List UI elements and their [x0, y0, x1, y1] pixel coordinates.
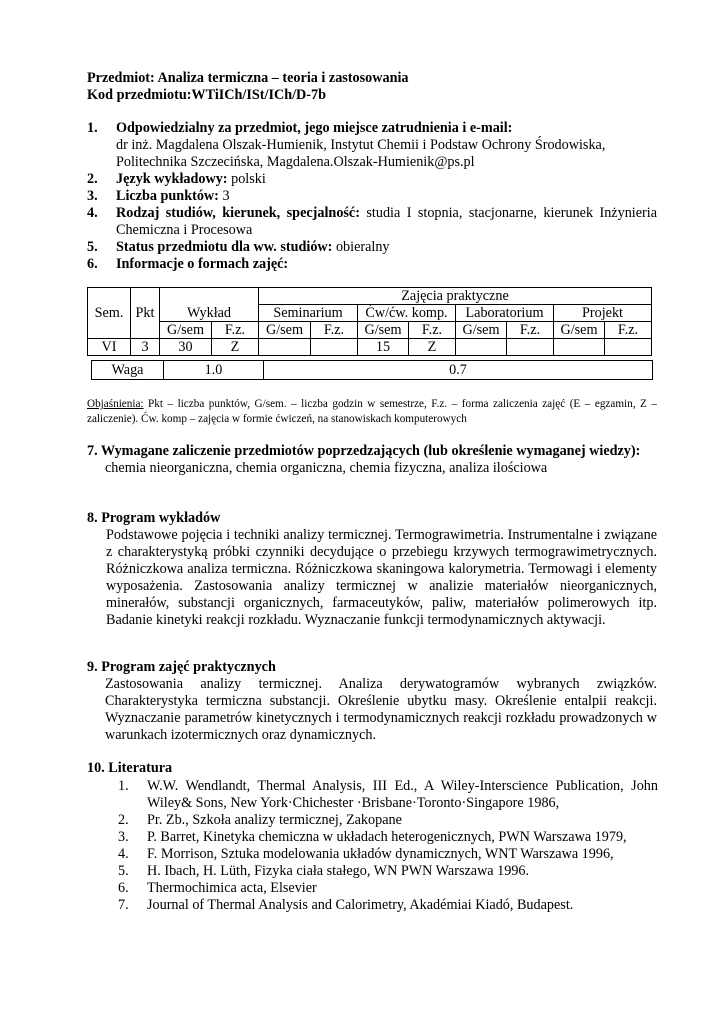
item-label: Odpowiedzialny za przedmiot, jego miejsce zatrudnienia i e-mail: [116, 120, 513, 136]
item-number: 5. [87, 239, 98, 255]
item-value: studia I stopnia, stacjonarne, kierunek Inżynieria Chemiczna i Procesowa [116, 205, 657, 238]
sub-form: F.z. [311, 322, 358, 339]
cell-project-hours [554, 339, 605, 356]
list-item [118, 846, 658, 863]
header-lecture: Wykład [160, 288, 259, 322]
list-number: 7. [118, 897, 129, 913]
item-number: 6. [87, 256, 98, 272]
section-body: Podstawowe pojęcia i techniki analizy termicznej. Termograwimetria. Instrumentalne i związane z charakterystyką próbki czynniki decydujące o przebiegu krzywych termograwimetrycznych. Różniczkowa analiza termiczna. Różniczkowa skaningowa kalorymetria. Termowagi i elementy wyposażenia. Zastosowania analizy termicznej w analizie materiałów nieorganicznych, minerałów, substancji organicznych, farmaceutyków, paliw, materiałów polimerowych itp. Badanie kinetyki reakcji rozkładu. Wyznaczanie funkcji termodynamicznych aktywacji. [106, 527, 657, 628]
section-prerequisites [87, 443, 657, 477]
literature-list [118, 778, 658, 914]
section-practical [87, 659, 657, 744]
subject-code: Kod przedmiotu:WTiICh/ISt/ICh/D-7b [87, 87, 326, 103]
header-seminar: Seminarium [259, 305, 358, 322]
item-label: Rodzaj studiów, kierunek, specjalność: [116, 205, 360, 221]
list-item [118, 880, 658, 897]
section-lectures [87, 510, 657, 629]
list-item [118, 812, 658, 829]
list-text: Thermochimica acta, Elsevier [147, 880, 317, 896]
info-item-forms [87, 256, 657, 273]
sub-hours: G/sem [456, 322, 507, 339]
header-project: Projekt [554, 305, 652, 322]
cell-project-form [605, 339, 652, 356]
info-item-status [87, 239, 657, 256]
weight-label: Waga [92, 361, 164, 380]
weight-lecture: 1.0 [164, 361, 264, 380]
list-text: Pr. Zb., Szkoła analizy termicznej, Zakopane [147, 812, 402, 828]
header-practical: Zajęcia praktyczne [259, 288, 652, 305]
subject-title: Przedmiot: Analiza termiczna – teoria i zastosowania [87, 70, 409, 86]
section-title: 10. Literatura [87, 760, 173, 776]
list-item [118, 829, 658, 846]
list-number: 3. [118, 829, 129, 845]
cell-exercises-hours: 15 [358, 339, 409, 356]
item-label: Język wykładowy: [116, 171, 228, 187]
cell-seminar-hours [259, 339, 311, 356]
sub-hours: G/sem [358, 322, 409, 339]
list-text: Journal of Thermal Analysis and Calorimetry, Akadémiai Kiadó, Budapest. [147, 897, 574, 913]
table-row [88, 339, 652, 356]
list-item [118, 778, 658, 812]
list-text: F. Morrison, Sztuka modelowania układów dynamicznych, WNT Warszawa 1996, [147, 846, 614, 862]
item-label: Status przedmiotu dla ww. studiów: [116, 239, 333, 255]
info-item-study-type [87, 205, 657, 239]
sub-form: F.z. [605, 322, 652, 339]
section-body: chemia nieorganiczna, chemia organiczna, chemia fizyczna, analiza ilościowa [105, 460, 548, 476]
item-label: Liczba punktów: [116, 188, 219, 204]
header-pkt: Pkt [131, 288, 160, 339]
list-number: 4. [118, 846, 129, 862]
document-header [87, 70, 667, 104]
info-item-responsible [87, 120, 657, 171]
weight-practical: 0.7 [264, 361, 653, 380]
sub-form: F.z. [212, 322, 259, 339]
sub-hours: G/sem [160, 322, 212, 339]
explanation-label: Objaśnienia: [87, 398, 144, 410]
item-value: obieralny [332, 239, 390, 255]
list-number: 5. [118, 863, 129, 879]
list-item [118, 863, 658, 880]
sub-hours: G/sem [554, 322, 605, 339]
sub-hours: G/sem [259, 322, 311, 339]
class-forms-table [87, 287, 652, 356]
cell-lab-form [507, 339, 554, 356]
item-value: 3 [218, 188, 230, 204]
cell-pkt: 3 [131, 339, 160, 356]
weight-row [92, 361, 653, 380]
cell-lab-hours [456, 339, 507, 356]
header-exercises: Ćw/ćw. komp. [358, 305, 456, 322]
cell-seminar-form [311, 339, 358, 356]
cell-sem: VI [88, 339, 131, 356]
weight-table [91, 360, 653, 380]
table-explanation [87, 397, 657, 427]
table-header-row-1 [88, 288, 652, 305]
section-title: 8. Program wykładów [87, 510, 221, 526]
list-text: P. Barret, Kinetyka chemiczna w układach heterogenicznych, PWN Warszawa 1979, [147, 829, 627, 845]
section-literature [87, 760, 657, 777]
info-item-language [87, 171, 657, 188]
sub-form: F.z. [507, 322, 554, 339]
list-number: 2. [118, 812, 129, 828]
item-number: 2. [87, 171, 98, 187]
list-number: 1. [118, 778, 129, 794]
item-number: 4. [87, 205, 98, 221]
item-value: dr inż. Magdalena Olszak-Humienik, Instytut Chemii i Podstaw Ochrony Środowiska, Politechnika Szczecińska, Magdalena.Olszak-Humienik@ps.pl [116, 137, 606, 170]
item-number: 1. [87, 120, 98, 136]
item-number: 3. [87, 188, 98, 204]
section-body: Zastosowania analizy termicznej. Analiza derywatogramów wybranych związków. Charakterystyka termiczna substancji. Określenie ubytku masy. Określenie entalpii reakcji. Wyznaczanie parametrów kinetycznych i termodynamicznych reakcji rozkładu prowadzonych w warunkach izotermicznych oraz dynamicznych. [105, 676, 657, 743]
header-sem: Sem. [88, 288, 131, 339]
list-text: W.W. Wendlandt, Thermal Analysis, III Ed., A Wiley-Interscience Publication, John Wiley& Sons, New York·Chichester ·Brisbane·Toronto·Singapore 1986, [147, 778, 658, 811]
list-number: 6. [118, 880, 129, 896]
table-header-row-3 [88, 322, 652, 339]
item-label: Informacje o formach zajęć: [116, 256, 289, 272]
explanation-text: Pkt – liczba punktów, G/sem. – liczba godzin w semestrze, F.z. – forma zaliczenia zajęć (E – egzamin, Z – zaliczenie). Ćw. komp – zajęcia w formie ćwiczeń, na stanowiskach komputerowych [87, 398, 657, 425]
section-title: 7. Wymagane zaliczenie przedmiotów poprzedzających (lub określenie wymaganej wiedzy): [87, 443, 641, 459]
list-item [118, 897, 658, 914]
item-value: polski [227, 171, 266, 187]
info-item-points [87, 188, 657, 205]
info-list [87, 120, 657, 273]
section-title: 9. Program zajęć praktycznych [87, 659, 276, 675]
cell-lecture-hours: 30 [160, 339, 212, 356]
cell-lecture-form: Z [212, 339, 259, 356]
sub-form: F.z. [409, 322, 456, 339]
cell-exercises-form: Z [409, 339, 456, 356]
list-text: H. Ibach, H. Lüth, Fizyka ciała stałego, WN PWN Warszawa 1996. [147, 863, 530, 879]
header-lab: Laboratorium [456, 305, 554, 322]
